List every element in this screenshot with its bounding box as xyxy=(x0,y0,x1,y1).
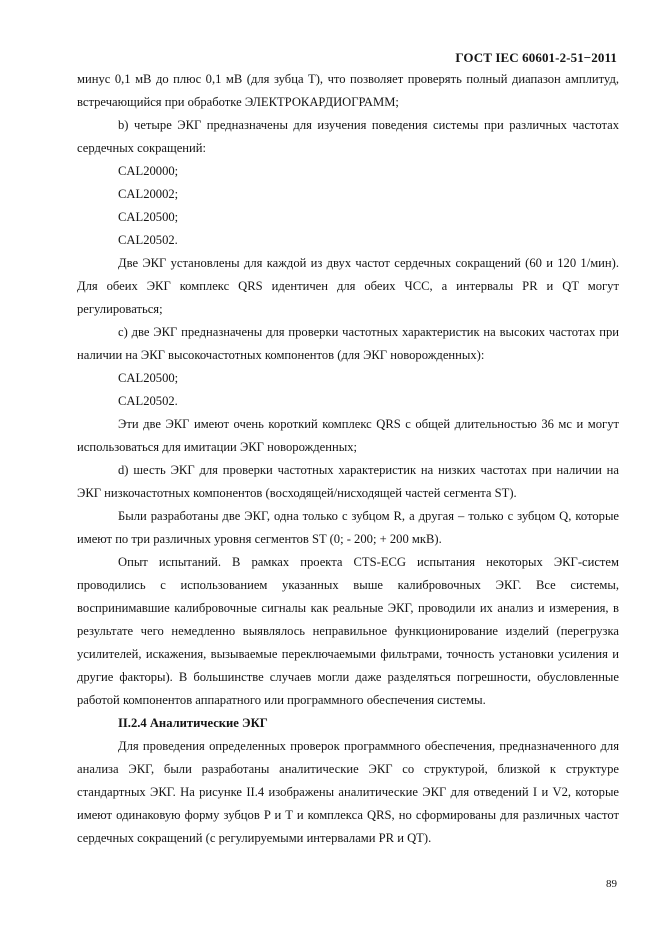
paragraph-item-b: b) четыре ЭКГ предназначены для изучения поведения системы при различных частотах сердечных сокращений: xyxy=(77,118,619,155)
section-heading: II.2.4 Аналитические ЭКГ xyxy=(118,716,268,730)
paragraph-heart-rates: Две ЭКГ установлены для каждой из двух частот сердечных сокращений (60 и 120 1/мин). Для обеих ЭКГ комплекс QRS идентичен для обеих ЧСС, а интервалы PR и QT могут регулироваться; xyxy=(77,256,619,316)
list-item-cal20500: CAL20500; xyxy=(118,210,179,224)
list-item-cal20502-c: CAL20502. xyxy=(118,394,178,408)
list-item-cal20002: CAL20002; xyxy=(118,187,179,201)
paragraph-st-levels: Были разработаны две ЭКГ, одна только с зубцом R, а другая – только с зубцом Q, которые имеют по три различных уровня сегментов ST (0; - 200; + 200 мкВ). xyxy=(77,509,619,546)
document-body xyxy=(77,68,619,850)
paragraph-continuation: минус 0,1 мВ до плюс 0,1 мВ (для зубца T), что позволяет проверять полный диапазон амплитуд, встречающийся при обработке ЭЛЕКТРОКАРДИОГРАММ; xyxy=(77,72,619,109)
paragraph-newborn: Эти две ЭКГ имеют очень короткий комплекс QRS с общей длительностью 36 мс и могут использоваться для имитации ЭКГ новорожденных; xyxy=(77,417,619,454)
paragraph-item-c: c) две ЭКГ предназначены для проверки частотных характеристик на высоких частотах при наличии на ЭКГ высокочастотных компонентов (для ЭКГ новорожденных): xyxy=(77,325,619,362)
document-header: ГОСТ IEC 60601-2-51−2011 xyxy=(455,50,617,65)
paragraph-test-experience: Опыт испытаний. В рамках проекта CTS-ECG испытания некоторых ЭКГ-систем проводились с использованием указанных выше калибровочных ЭКГ. Все системы, воспринимавшие калибровочные сигналы как реальные ЭКГ, проводили их анализ и измерения, в результате чего немедленно выявлялось неправильное функционирование изделий (перегрузка усилителей, искажения, вызываемые переключаемыми фильтрами, точность установки усиления и другие факторы). В большинстве случаев могли даже разделяться погрешности, обусловленные работой компонентов аппаратного или программного обеспечения системы. xyxy=(77,555,619,707)
list-item-cal20502: CAL20502. xyxy=(118,233,178,247)
list-item-cal20000: CAL20000; xyxy=(118,164,179,178)
list-item-cal20500-c: CAL20500; xyxy=(118,371,179,385)
page-number: 89 xyxy=(606,878,617,890)
paragraph-analytic-ecg: Для проведения определенных проверок программного обеспечения, предназначенного для анализа ЭКГ, были разработаны аналитические ЭКГ со структурой, близкой к структуре стандартных ЭКГ. На рисунке II.4 изображены аналитические ЭКГ для отведений I и V2, которые имеют одинаковую форму зубцов P и T и комплекса QRS, но сформированы для различных частот сердечных сокращений (с регулируемыми интервалами PR и QT). xyxy=(77,739,619,845)
paragraph-item-d: d) шесть ЭКГ для проверки частотных характеристик на низких частотах при наличии на ЭКГ низкочастотных компонентов (восходящей/нисходящей частей сегмента ST). xyxy=(77,463,619,500)
